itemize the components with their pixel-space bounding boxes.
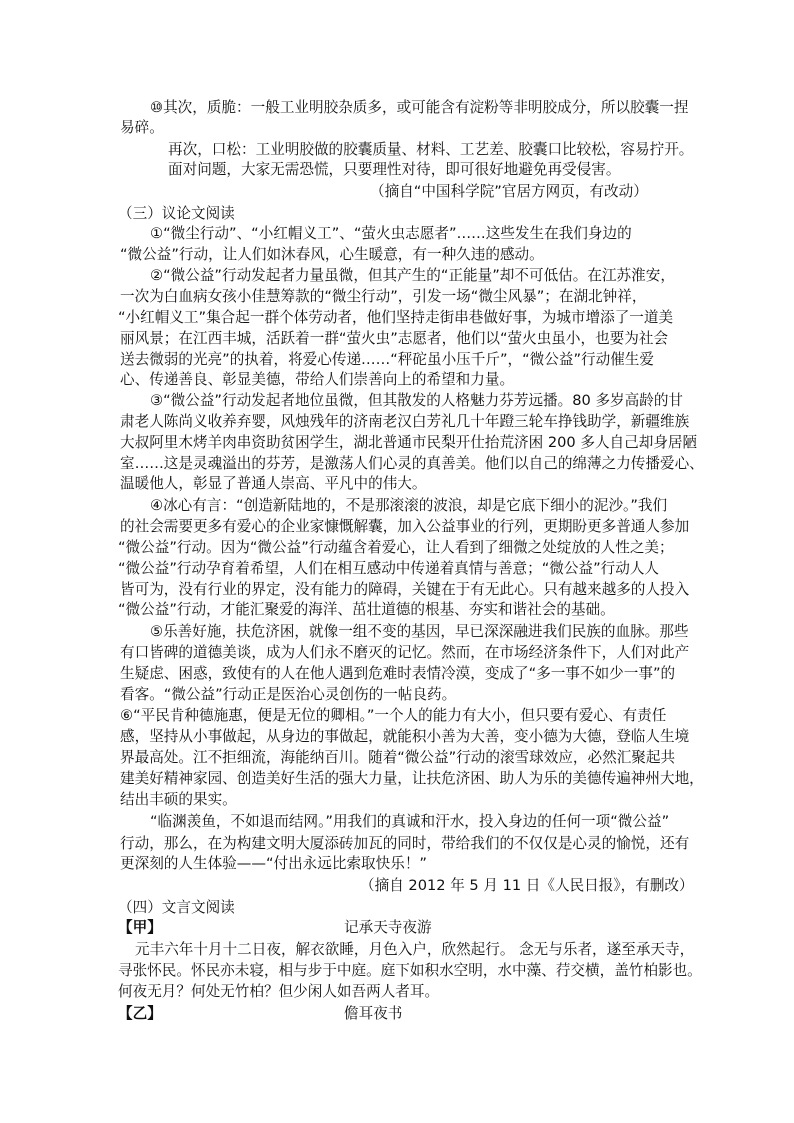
paragraph-line: “小红帽义工”集合起一群个体劳动者，他们坚持走街串巷做好事，为城市增添了一道美 xyxy=(118,309,674,326)
source-citation: （摘自 2012 年 5 月 11 日《人民日报》，有删改） xyxy=(360,877,694,894)
paragraph-line: ④冰心有言：“创造新陆地的，不是那滚滚的波浪，却是它底下细小的泥沙。”我们 xyxy=(150,497,668,514)
section-heading: （四）文言文阅读 xyxy=(118,899,235,916)
paragraph-line: 肃老人陈尚义收养弃婴，风烛残年的济南老汉白芳礼几十年蹬三轮车挣钱助学，新疆维族 xyxy=(120,413,690,430)
paragraph-line: 再次，口松：工业明胶做的胶囊质量、材料、工艺差、胶囊口比较松，容易拧开。 xyxy=(168,141,694,158)
paragraph-line: ⑤乐善好施，扶危济困，就像一组不变的基因，早已深深融进我们民族的血脉。那些 xyxy=(150,623,689,640)
paragraph-line: 寻张怀民。怀民亦未寝，相与步于中庭。庭下如积水空明，水中藻、荇交横，盖竹柏影也。 xyxy=(118,962,702,979)
paragraph-line: ①“微尘行动”、“小红帽义工”、“萤火虫志愿者”……这些发生在我们身边的 xyxy=(150,225,632,242)
paragraph-line: 面对问题，大家无需恐慌，只要理性对待，即可很好地避免再受侵害。 xyxy=(168,161,621,178)
paragraph-line: 温暖他人，彰显了普通人崇高、平凡中的伟大。 xyxy=(120,475,427,492)
passage-title: 儋耳夜书 xyxy=(344,1005,403,1022)
paragraph-line: ⑥“平民肯种德施惠，便是无位的卿相。”一个人的能力有大小，但只要有爱心、有责任 xyxy=(120,707,667,724)
paragraph-line: 室……这是灵魂溢出的芬芳，是激荡人们心灵的真善美。他们以自己的绵薄之力传播爱心、 xyxy=(120,455,704,472)
paragraph-line: 生疑虑、困惑，致使有的人在他人遇到危难时表情冷漠，变成了“多一事不如少一事”的 xyxy=(120,665,676,682)
paragraph-line: ③“微公益”行动发起者地位虽微，但其散发的人格魅力芬芳远播。80 多岁高龄的甘 xyxy=(150,392,684,409)
paragraph-line: 更深刻的人生体验——“付出永远比索取快乐！” xyxy=(120,855,427,872)
paragraph-line: ②“微公益”行动发起者力量虽微，但其产生的“正能量”却不可低估。在江苏淮安， xyxy=(150,267,675,284)
paragraph-line: 感，坚持从小事做起，从身边的事做起，就能积小善为大善，变小德为大德，登临人生境 xyxy=(120,728,690,745)
paragraph-line: “微公益”行动，才能汇聚爱的海洋、茁壮道德的根基、夯实和谐社会的基础。 xyxy=(118,601,615,618)
paragraph-line: ⑩其次，质脆：一般工业明胶杂质多，或可能含有淀粉等非明胶成分，所以胶囊一捏 xyxy=(150,99,689,116)
paragraph-line: “微公益”行动，让人们如沐春风，心生暖意，有一种久违的感动。 xyxy=(120,246,544,263)
paragraph-line: 大叔阿里木烤羊肉串资助贫困学生，湖北普通市民梨开仕抬荒济困 200 多人自己却身居陋 xyxy=(120,434,698,451)
paragraph-line: 建美好精神家园、创造美好生活的强大力量，让扶危济困、助人为乐的美德传遍神州大地， xyxy=(120,770,704,787)
paragraph-line: “临渊羡鱼，不如退而结网。”用我们的真诚和汗水，投入身边的任何一项“微公益” xyxy=(150,813,670,830)
paragraph-line: 看客。“微公益”行动正是医治心灵创伤的一帖良药。 xyxy=(120,686,457,703)
paragraph-line: 易碎。 xyxy=(120,119,164,136)
paragraph-line: 丽风景；在江西丰城，活跃着一群“萤火虫”志愿者，他们以“萤火虫虽小，也要为社会 xyxy=(120,330,669,347)
source-citation: （摘自“中国科学院”官居方网页，有改动） xyxy=(370,183,648,200)
section-heading: （三）议论文阅读 xyxy=(118,205,235,222)
paragraph-line: 一次为白血病女孩小佳慧筹款的“微尘行动”，引发一场“微尘风暴”；在湖北钟祥， xyxy=(120,288,647,305)
paragraph-line: 心、传递善良、彰显美德，带给人们崇善向上的希望和力量。 xyxy=(120,371,515,388)
paragraph-line: 有口皆碑的道德美谈，成为人们永不磨灭的记忆。然而，在市场经济条件下，人们对此产 xyxy=(120,644,690,661)
paragraph-line: 元丰六年十月十二日夜，解衣欲睡，月色入户，欣然起行。 念无与乐者，遂至承天寺， xyxy=(135,941,695,958)
paragraph-line: 行动，那么，在为构建文明大厦添砖加瓦的同时，带给我们的不仅仅是心灵的愉悦，还有 xyxy=(120,835,690,852)
passage-label-jia: 【甲】 xyxy=(118,919,162,936)
passage-title: 记承天寺夜游 xyxy=(344,919,432,936)
paragraph-line: 皆可为，没有行业的界定，没有能力的障碍，关键在于有无此心。只有越来越多的人投入 xyxy=(120,581,690,598)
paragraph-line: 送去微弱的光亮”的执着，将爱心传递……“秤砣虽小压千斤”，“微公益”行动催生爱 xyxy=(120,351,654,368)
passage-label-yi: 【乙】 xyxy=(118,1005,162,1022)
paragraph-line: 结出丰硕的果实。 xyxy=(120,791,237,808)
paragraph-line: 的社会需要更多有爱心的企业家慷慨解囊，加入公益事业的行列，更期盼更多普通人参加 xyxy=(120,518,690,535)
paragraph-line: 界最高处。江不拒细流，海能纳百川。随着“微公益”行动的滚雪球效应，必然汇聚起共 xyxy=(120,749,676,766)
paragraph-line: “微公益”行动。因为“微公益”行动蕴含着爱心，让人看到了细微之处绽放的人性之美； xyxy=(118,539,674,556)
paragraph-line: “微公益”行动孕育着希望，人们在相互感动中传递着真情与善意；“微公益”行动人人 xyxy=(118,560,660,577)
paragraph-line: 何夜无月？何处无竹柏？但少闲人如吾两人者耳。 xyxy=(118,983,440,1000)
